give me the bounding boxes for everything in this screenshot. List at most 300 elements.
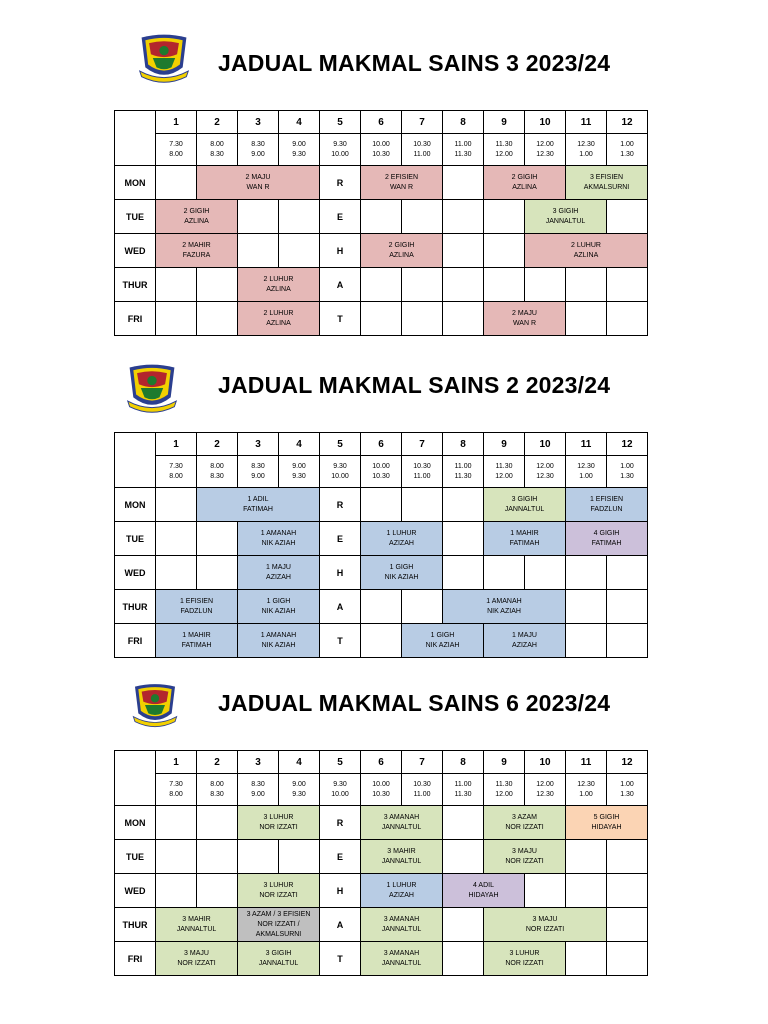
booking-class: 2 LUHUR xyxy=(571,241,601,249)
period-time xyxy=(361,774,402,806)
time-end: 1.30 xyxy=(620,790,634,798)
empty-slot xyxy=(443,806,484,840)
period-number: 9 xyxy=(484,111,525,134)
empty-slot xyxy=(566,624,607,658)
booking-teacher: JANNALTUL xyxy=(381,959,422,967)
schedule-title: JADUAL MAKMAL SAINS 6 2023/24 xyxy=(218,690,611,716)
time-start: 12.30 xyxy=(577,462,595,470)
time-start: 7.30 xyxy=(169,140,183,148)
time-end: 11.00 xyxy=(413,790,431,798)
school-crest-logo xyxy=(136,30,192,86)
period-number: 3 xyxy=(238,433,279,456)
period-time xyxy=(443,774,484,806)
empty-slot xyxy=(566,556,607,590)
lab-booking-cell xyxy=(525,234,648,268)
time-start: 8.30 xyxy=(251,780,265,788)
empty-slot xyxy=(156,268,197,302)
day-label: THUR xyxy=(115,268,156,302)
day-label: MON xyxy=(115,488,156,522)
lab-booking-cell xyxy=(361,522,443,556)
period-number: 2 xyxy=(197,751,238,774)
period-time xyxy=(525,456,566,488)
day-row-tue xyxy=(115,200,648,234)
period-number: 1 xyxy=(156,111,197,134)
period-time xyxy=(197,134,238,166)
booking-teacher: NIK AZIAH xyxy=(261,607,296,615)
empty-slot xyxy=(197,268,238,302)
empty-slot xyxy=(443,302,484,336)
time-start: 10.30 xyxy=(413,780,431,788)
day-label: FRI xyxy=(115,624,156,658)
empty-slot xyxy=(402,268,443,302)
day-row-thur xyxy=(115,908,648,942)
booking-class: 2 MAJU xyxy=(245,173,271,181)
period-time xyxy=(484,134,525,166)
empty-slot xyxy=(443,166,484,200)
lab-booking-cell xyxy=(238,942,320,976)
time-end: 9.30 xyxy=(292,790,306,798)
day-row-mon xyxy=(115,166,648,200)
period-time xyxy=(484,774,525,806)
booking-teacher: AZLINA xyxy=(389,251,414,259)
lab-booking-cell xyxy=(484,302,566,336)
lab-booking-cell xyxy=(156,234,238,268)
booking-class: 3 AMANAH xyxy=(383,813,420,821)
period-number: 5 xyxy=(320,751,361,774)
lab-booking-cell xyxy=(238,908,320,942)
period-number: 9 xyxy=(484,751,525,774)
booking-class: 2 GIGIH xyxy=(511,173,538,181)
empty-slot xyxy=(484,556,525,590)
rehat-letter: A xyxy=(320,590,361,624)
time-start: 9.00 xyxy=(292,780,306,788)
schedule-table xyxy=(114,432,648,658)
period-number: 12 xyxy=(607,111,648,134)
period-time xyxy=(238,774,279,806)
booking-class: 1 GIGH xyxy=(266,597,291,605)
empty-slot xyxy=(197,874,238,908)
day-row-mon xyxy=(115,806,648,840)
period-time xyxy=(238,456,279,488)
empty-slot xyxy=(607,590,648,624)
time-end: 9.30 xyxy=(292,472,306,480)
lab-booking-cell xyxy=(238,590,320,624)
booking-teacher: FATIMAH xyxy=(181,641,212,649)
time-end: 10.00 xyxy=(331,790,349,798)
empty-slot xyxy=(279,200,320,234)
booking-teacher: JANNALTUL xyxy=(504,505,545,513)
lab-booking-cell xyxy=(443,874,525,908)
time-end: 10.30 xyxy=(372,790,390,798)
rehat-letter: H xyxy=(320,234,361,268)
day-row-wed xyxy=(115,556,648,590)
period-number-row xyxy=(115,751,648,774)
booking-teacher: NOR IZZATI xyxy=(259,823,298,831)
booking-teacher: AZIZAH xyxy=(389,891,414,899)
time-end: 8.00 xyxy=(169,472,183,480)
booking-teacher: JANNALTUL xyxy=(381,857,422,865)
time-start: 10.00 xyxy=(372,780,390,788)
day-row-wed xyxy=(115,234,648,268)
empty-slot xyxy=(156,488,197,522)
booking-teacher: HIDAYAH xyxy=(468,891,499,899)
day-label: MON xyxy=(115,806,156,840)
time-start: 11.30 xyxy=(495,780,513,788)
day-row-fri xyxy=(115,624,648,658)
lab-booking-cell xyxy=(197,166,320,200)
lab-booking-cell xyxy=(566,166,648,200)
period-time xyxy=(279,456,320,488)
time-start: 11.30 xyxy=(495,140,513,148)
period-number: 8 xyxy=(443,111,484,134)
time-end: 1.30 xyxy=(620,150,634,158)
day-row-tue xyxy=(115,840,648,874)
school-crest-logo xyxy=(124,360,180,416)
day-label: FRI xyxy=(115,302,156,336)
corner-cell xyxy=(115,433,156,488)
time-end: 9.00 xyxy=(251,150,265,158)
booking-class: 1 ADIL xyxy=(247,495,269,503)
booking-class: 2 EFISIEN xyxy=(384,173,419,181)
period-number: 8 xyxy=(443,751,484,774)
time-end: 8.30 xyxy=(210,150,224,158)
time-end: 1.00 xyxy=(579,790,593,798)
lab-booking-cell xyxy=(361,840,443,874)
period-time xyxy=(525,134,566,166)
empty-slot xyxy=(443,268,484,302)
rehat-letter: T xyxy=(320,942,361,976)
empty-slot xyxy=(566,874,607,908)
period-number: 1 xyxy=(156,751,197,774)
lab-booking-cell xyxy=(156,624,238,658)
lab-booking-cell xyxy=(238,806,320,840)
booking-class: 1 EFISIEN xyxy=(179,597,214,605)
day-label: TUE xyxy=(115,200,156,234)
day-label: TUE xyxy=(115,840,156,874)
booking-class: 1 MAHIR xyxy=(510,529,539,537)
booking-class: 1 MAHIR xyxy=(182,631,211,639)
booking-teacher: FAZURA xyxy=(182,251,211,259)
booking-class: 2 GIGIH xyxy=(183,207,210,215)
empty-slot xyxy=(484,234,525,268)
period-number: 6 xyxy=(361,433,402,456)
lab-booking-cell xyxy=(238,556,320,590)
lab-booking-cell xyxy=(484,806,566,840)
period-time xyxy=(156,134,197,166)
period-number: 5 xyxy=(320,111,361,134)
empty-slot xyxy=(566,942,607,976)
lab-booking-cell xyxy=(156,200,238,234)
lab-booking-cell xyxy=(402,624,484,658)
period-time xyxy=(320,456,361,488)
empty-slot xyxy=(402,302,443,336)
day-label: THUR xyxy=(115,590,156,624)
booking-teacher: NOR IZZATI / xyxy=(257,920,300,928)
lab-booking-cell xyxy=(361,556,443,590)
booking-class: 3 LUHUR xyxy=(509,949,540,957)
booking-class: 1 AMANAH xyxy=(260,631,297,639)
schedule-table xyxy=(114,750,648,976)
empty-slot xyxy=(238,234,279,268)
day-row-mon xyxy=(115,488,648,522)
time-start: 12.00 xyxy=(536,462,554,470)
lab-booking-cell xyxy=(566,522,648,556)
lab-booking-cell xyxy=(484,942,566,976)
lab-booking-cell xyxy=(484,522,566,556)
time-start: 10.30 xyxy=(413,140,431,148)
period-number: 10 xyxy=(525,751,566,774)
booking-class: 1 MAJU xyxy=(266,563,291,571)
day-label: FRI xyxy=(115,942,156,976)
period-number: 7 xyxy=(402,433,443,456)
lab-booking-cell xyxy=(484,908,607,942)
period-time xyxy=(320,774,361,806)
booking-class: 3 GIGIH xyxy=(511,495,538,503)
period-number: 6 xyxy=(361,111,402,134)
period-time xyxy=(525,774,566,806)
day-row-fri xyxy=(115,942,648,976)
time-start: 12.30 xyxy=(577,780,595,788)
empty-slot xyxy=(156,806,197,840)
time-end: 12.00 xyxy=(495,472,513,480)
booking-class: 1 MAJU xyxy=(512,631,537,639)
time-start: 8.00 xyxy=(210,780,224,788)
rehat-letter: E xyxy=(320,200,361,234)
lab-booking-cell xyxy=(566,488,648,522)
lab-booking-cell xyxy=(238,522,320,556)
rehat-letter: R xyxy=(320,806,361,840)
booking-teacher: FATIMAH xyxy=(243,505,273,513)
empty-slot xyxy=(279,234,320,268)
time-start: 1.00 xyxy=(620,780,634,788)
booking-teacher: NOR IZZATI xyxy=(505,823,544,831)
empty-slot xyxy=(484,268,525,302)
period-time xyxy=(238,134,279,166)
booking-teacher: AZLINA xyxy=(266,285,291,293)
time-end: 8.00 xyxy=(169,790,183,798)
lab-booking-cell xyxy=(484,624,566,658)
lab-booking-cell xyxy=(156,590,238,624)
lab-booking-cell xyxy=(484,488,566,522)
schedule-title: JADUAL MAKMAL SAINS 2 2023/24 xyxy=(218,372,611,398)
booking-class: 3 AZAM / 3 EFISIEN xyxy=(246,910,311,918)
period-time xyxy=(197,774,238,806)
time-start: 11.30 xyxy=(495,462,513,470)
booking-class: 3 LUHUR xyxy=(263,813,294,821)
time-end: 12.30 xyxy=(536,790,554,798)
time-start: 11.00 xyxy=(454,140,472,148)
period-number: 7 xyxy=(402,751,443,774)
empty-slot xyxy=(402,200,443,234)
booking-teacher: WAN R xyxy=(246,183,270,191)
booking-class: 1 GIGH xyxy=(389,563,414,571)
lab-booking-cell xyxy=(361,874,443,908)
period-number: 9 xyxy=(484,433,525,456)
empty-slot xyxy=(443,840,484,874)
booking-teacher: JANNALTUL xyxy=(381,925,422,933)
lab-booking-cell xyxy=(443,590,566,624)
empty-slot xyxy=(361,590,402,624)
period-time xyxy=(443,456,484,488)
empty-slot xyxy=(238,840,279,874)
booking-class: 3 MAHIR xyxy=(387,847,416,855)
empty-slot xyxy=(484,200,525,234)
rehat-letter: A xyxy=(320,908,361,942)
time-start: 12.00 xyxy=(536,140,554,148)
period-time xyxy=(566,774,607,806)
period-time xyxy=(279,134,320,166)
empty-slot xyxy=(607,624,648,658)
empty-slot xyxy=(443,942,484,976)
rehat-letter: T xyxy=(320,624,361,658)
empty-slot xyxy=(361,302,402,336)
period-number: 2 xyxy=(197,111,238,134)
booking-teacher: WAN R xyxy=(512,319,537,327)
booking-class: 3 GIGIH xyxy=(265,949,292,957)
empty-slot xyxy=(566,302,607,336)
booking-teacher: JANNALTUL xyxy=(176,925,217,933)
empty-slot xyxy=(197,302,238,336)
time-end: 10.00 xyxy=(331,472,349,480)
booking-teacher: AKMALSURNI xyxy=(255,930,302,938)
empty-slot xyxy=(607,268,648,302)
empty-slot xyxy=(361,268,402,302)
period-time xyxy=(156,456,197,488)
time-start: 1.00 xyxy=(620,140,634,148)
booking-teacher: JANNALTUL xyxy=(381,823,422,831)
lab-booking-cell xyxy=(361,166,443,200)
booking-class: 3 AZAM xyxy=(512,813,537,821)
time-end: 11.00 xyxy=(413,472,431,480)
empty-slot xyxy=(361,200,402,234)
time-start: 8.30 xyxy=(251,140,265,148)
booking-class: 1 GIGH xyxy=(430,631,455,639)
time-end: 8.30 xyxy=(210,472,224,480)
booking-teacher: NIK AZIAH xyxy=(384,573,419,581)
time-end: 10.00 xyxy=(331,150,349,158)
lab-booking-cell xyxy=(238,874,320,908)
booking-class: 1 AMANAH xyxy=(486,597,522,605)
empty-slot xyxy=(197,556,238,590)
lab-booking-cell xyxy=(238,302,320,336)
booking-class: 4 GIGIH xyxy=(593,529,620,537)
time-end: 1.00 xyxy=(579,472,593,480)
period-time xyxy=(361,456,402,488)
period-time xyxy=(279,774,320,806)
empty-slot xyxy=(607,874,648,908)
time-end: 10.30 xyxy=(372,150,390,158)
empty-slot xyxy=(156,302,197,336)
time-end: 9.00 xyxy=(251,790,265,798)
booking-teacher: NOR IZZATI xyxy=(525,925,565,933)
period-time xyxy=(484,456,525,488)
booking-class: 3 AMANAH xyxy=(383,949,420,957)
day-row-tue xyxy=(115,522,648,556)
period-time xyxy=(402,774,443,806)
rehat-letter: R xyxy=(320,166,361,200)
rehat-letter: T xyxy=(320,302,361,336)
time-end: 8.30 xyxy=(210,790,224,798)
day-label: WED xyxy=(115,874,156,908)
lab-booking-cell xyxy=(484,166,566,200)
period-number: 1 xyxy=(156,433,197,456)
empty-slot xyxy=(443,522,484,556)
rehat-letter: E xyxy=(320,840,361,874)
day-label: TUE xyxy=(115,522,156,556)
period-number: 11 xyxy=(566,433,607,456)
empty-slot xyxy=(443,488,484,522)
time-end: 11.30 xyxy=(454,472,472,480)
empty-slot xyxy=(607,942,648,976)
time-start: 8.00 xyxy=(210,140,224,148)
time-start: 8.30 xyxy=(251,462,265,470)
time-start: 10.00 xyxy=(372,140,390,148)
rehat-letter: E xyxy=(320,522,361,556)
day-row-thur xyxy=(115,590,648,624)
booking-class: 3 MAJU xyxy=(184,949,209,957)
time-end: 12.30 xyxy=(536,150,554,158)
rehat-letter: H xyxy=(320,874,361,908)
empty-slot xyxy=(443,234,484,268)
period-number: 8 xyxy=(443,433,484,456)
booking-teacher: NIK AZIAH xyxy=(261,641,296,649)
period-number: 3 xyxy=(238,751,279,774)
booking-class: 2 LUHUR xyxy=(263,309,294,317)
empty-slot xyxy=(361,624,402,658)
school-crest-logo xyxy=(130,680,180,730)
booking-teacher: AZIZAH xyxy=(389,539,414,547)
period-number: 10 xyxy=(525,111,566,134)
lab-booking-cell xyxy=(156,908,238,942)
period-time xyxy=(607,134,648,166)
booking-class: 1 EFISIEN xyxy=(589,495,624,503)
empty-slot xyxy=(156,522,197,556)
lab-booking-cell xyxy=(484,840,566,874)
time-end: 1.00 xyxy=(579,150,593,158)
time-start: 9.30 xyxy=(333,462,347,470)
time-end: 1.30 xyxy=(620,472,634,480)
booking-class: 1 LUHUR xyxy=(386,529,417,537)
time-start: 10.00 xyxy=(372,462,390,470)
booking-teacher: AZIZAH xyxy=(266,573,291,581)
empty-slot xyxy=(566,840,607,874)
empty-slot xyxy=(607,200,648,234)
period-time xyxy=(443,134,484,166)
day-row-fri xyxy=(115,302,648,336)
booking-teacher: HIDAYAH xyxy=(591,823,622,831)
period-number: 5 xyxy=(320,433,361,456)
empty-slot xyxy=(361,488,402,522)
booking-class: 2 GIGIH xyxy=(388,241,415,249)
empty-slot xyxy=(607,840,648,874)
corner-cell xyxy=(115,751,156,806)
time-start: 12.30 xyxy=(577,140,595,148)
period-time xyxy=(607,456,648,488)
booking-class: 1 LUHUR xyxy=(386,881,417,889)
empty-slot xyxy=(443,908,484,942)
booking-teacher: FATIMAH xyxy=(509,539,540,547)
booking-teacher: AKMALSURNI xyxy=(583,183,630,191)
corner-cell xyxy=(115,111,156,166)
empty-slot xyxy=(279,840,320,874)
time-end: 8.00 xyxy=(169,150,183,158)
empty-slot xyxy=(525,874,566,908)
time-start: 9.30 xyxy=(333,140,347,148)
period-time xyxy=(197,456,238,488)
booking-teacher: FATIMAH xyxy=(591,539,622,547)
time-start: 8.00 xyxy=(210,462,224,470)
booking-class: 1 AMANAH xyxy=(260,529,297,537)
